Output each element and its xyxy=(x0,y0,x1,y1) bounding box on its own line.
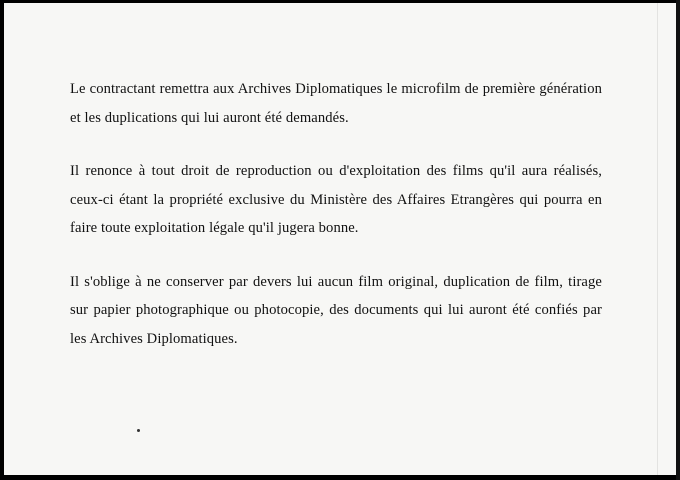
paragraph-2: Il renonce à tout droit de reproduction ou d'exploitation des films qu'il aura réalisés, ceux-ci étant la propriété exclusive du Ministère des Affaires Etrangères qui pourra en faire toute exploitation légale qu'il jugera bonne. xyxy=(70,163,602,236)
paragraph-1: Le contractant remettra aux Archives Diplomatiques le microfilm de première génération et les duplications qui lui auront été demandés. xyxy=(70,81,602,126)
document-page xyxy=(4,3,676,475)
paragraph-3: Il s'oblige à ne conserver par devers lui aucun film original, duplication de film, tirage sur papier photographique ou photocopie, des documents qui lui auront été confiés par les Archives Diplomatiques. xyxy=(70,273,602,347)
scan-edge-line xyxy=(657,3,658,475)
scan-speck xyxy=(137,429,140,432)
scan-border xyxy=(676,0,680,480)
document-body xyxy=(70,75,602,353)
